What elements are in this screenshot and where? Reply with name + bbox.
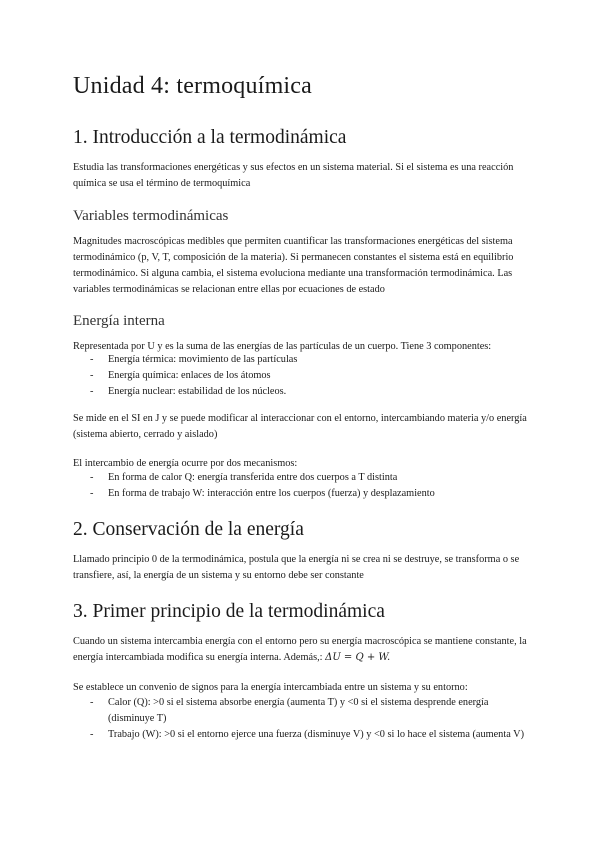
energia-interna-heading: Energía interna (73, 313, 165, 329)
variables-text: Magnitudes macroscópicas medibles que permiten cuantificar las transformaciones energéticas del sistema termodinámico (p, V, T, composición de la materia). Si permanecen constantes el sistema está en equilibrio termodinámico. Si alguna cambia, el sistema evoluciona mediante una transformación termodinámica. Las variables termodinámicas se relacionan entre ellas por ecuaciones de estado (73, 236, 514, 295)
energia-intercambio-text: El intercambio de energía ocurre por dos mecanismos: (73, 458, 298, 469)
list-item: - En forma de calor Q: energía transferida entre dos cuerpos a T distinta (73, 470, 531, 486)
list-item: - Energía nuclear: estabilidad de los núcleos. (73, 384, 531, 400)
convenio-text: Se establece un convenio de signos para la energía intercambiada entre un sistema y su entorno: (73, 682, 468, 693)
section-1-intro: Estudia las transformaciones energéticas y sus efectos en un sistema material. Si el sistema es una reacción química se usa el término de termoquímica (73, 162, 514, 189)
section-1-heading: 1. Introducción a la termodinámica (73, 127, 347, 148)
first-law-formula: ΔU = Q + W. (325, 652, 391, 663)
variables-heading: Variables termodinámicas (73, 208, 229, 224)
section-3-heading: 3. Primer principio de la termodinámica (73, 601, 385, 622)
list-item: - Trabajo (W): >0 si el entorno ejerce una fuerza (disminuye V) y <0 si lo hace el sistema (aumenta V) (73, 727, 531, 743)
energia-components-list (73, 352, 531, 400)
list-item: - En forma de trabajo W: interacción entre los cuerpos (fuerza) y desplazamiento (73, 486, 531, 502)
list-item: - Energía química: enlaces de los átomos (73, 368, 531, 384)
section-2-text: Llamado principio 0 de la termodinámica, postula que la energía ni se crea ni se destruye, se transforma o se transfiere, así, la energía de un sistema y su entorno debe ser constante (73, 554, 520, 581)
energia-interna-text: Representada por U y es la suma de las energías de las partículas de un cuerpo. Tiene 3 componentes: (73, 341, 492, 352)
list-item: - Energía térmica: movimiento de las partículas (73, 352, 531, 368)
section-3-text (73, 634, 531, 666)
document-title: Unidad 4: termoquímica (73, 73, 313, 99)
signos-list (73, 695, 531, 743)
section-2-heading: 2. Conservación de la energía (73, 519, 304, 540)
section-3-text-body: Cuando un sistema intercambia energía con el entorno pero su energía macroscópica se mantiene constante, la energía intercambiada modifica su energía interna. Además,: (73, 636, 527, 663)
mecanismos-list (73, 470, 531, 502)
energia-medida-text: Se mide en el SI en J y se puede modificar al interaccionar con el entorno, intercambiando materia y/o energía (sistema abierto, cerrado y aislado) (73, 413, 527, 440)
list-item: - Calor (Q): >0 si el sistema absorbe energía (aumenta T) y <0 si el sistema desprende energía (disminuye T) (73, 695, 531, 727)
